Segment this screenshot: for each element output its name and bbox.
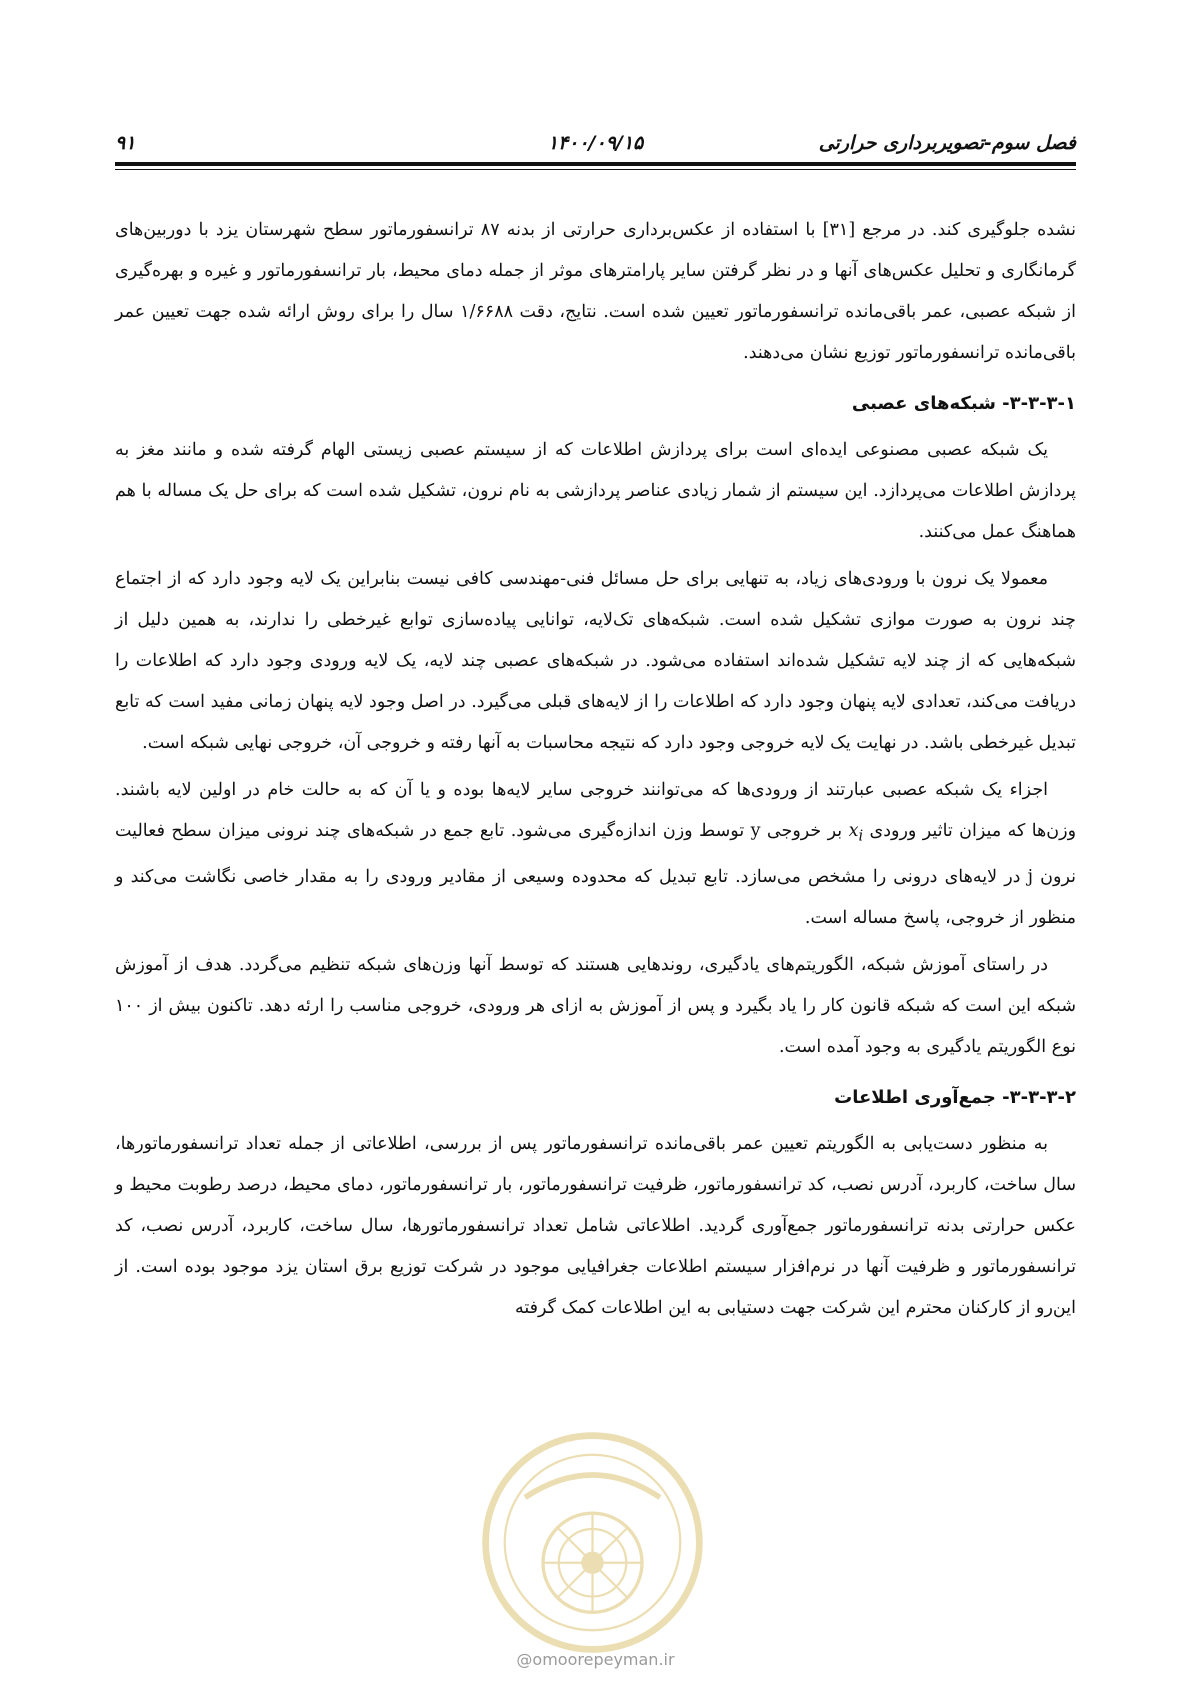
math-input-xi (848, 821, 864, 845)
header-rule-thick (115, 162, 1076, 166)
paragraph-data-collection: به منظور دست‌یابی به الگوریتم تعیین عمر باقی‌مانده ترانسفورماتور پس از بررسی، اطلاعاتی از جمله تعداد ترانسفورماتورها، سال ساخت، کاربرد، آدرس نصب، کد ترانسفورماتور، ظرفیت ترانسفورماتور، بار ترانسفورماتور، دمای محیط، درصد رطوبت محیط و عکس حرارتی بدنه ترانسفورماتور جمع‌آوری گردید. اطلاعاتی شامل تعداد ترانسفورماتورها، سال ساخت، کاربرد، آدرس نصب، کد ترانسفورماتور و ظرفیت آنها در نرم‌افزار سیستم اطلاعات جغرافیایی موجود در شرکت توزیع برق استان یزد موجود بوده است. از این‌رو از کارکنان محترم این شرکت جهت دستیابی به این اطلاعات کمک گرفته (115, 1133, 1076, 1318)
section-heading-neural-networks: ۳-۳-۳-۱- شبکه‌های عصبی (851, 393, 1076, 414)
paragraph-components-part1: اجزاء یک شبکه عصبی عبارتند از ورودی‌ها که می‌توانند خروجی سایر لایه‌ها بوده و یا آن که به حالت خام در اولین لایه باشند. وزن‌ها که میزان تاثیر ورودی (115, 780, 1077, 841)
math-subscript-i: i (858, 827, 864, 845)
page-number: ۹۱ (115, 132, 136, 154)
math-x: x (848, 821, 859, 841)
page-body (115, 210, 1076, 1335)
paragraph-ann-definition: یک شبکه عصبی مصنوعی ایده‌ای است برای پردازش اطلاعات که از سیستم عصبی زیستی الهام گرفته شده و مانند مغز به پردازش اطلاعات می‌پردازد. این سیستم از شمار زیادی عناصر پردازشی به نام نرون، تشکیل شده است که برای حل یک مساله با هم هماهنگ عمل می‌کنند. (115, 440, 1076, 542)
chapter-title: فصل سوم-تصویربرداری حرارتی (818, 132, 1076, 154)
header-rule-thin (115, 169, 1076, 170)
section-heading-data-collection: ۳-۳-۳-۲- جمع‌آوری اطلاعات (834, 1086, 1076, 1108)
paragraph-layers: معمولا یک نرون با ورودی‌های زیاد، به تنهایی برای حل مسائل فنی-مهندسی کافی نیست بنابراین یک لایه وجود دارد که از اجتماع چند نرون به صورت موازی تشکیل شده است. شبکه‌های تک‌لایه، توانایی پیاده‌سازی توابع غیرخطی را ندارند، به همین دلیل از شبکه‌هایی که از چند لایه تشکیل شده‌اند استفاده می‌شود. در شبکه‌های عصبی چند لایه، یک لایه ورودی وجود دارد که اطلاعات را دریافت می‌کند، تعدادی لایه پنهان وجود دارد که اطلاعات را از لایه‌های قبلی می‌گیرد. در اصل وجود لایه پنهان زمانی مفید است که تابع تبدیل غیرخطی باشد. در نهایت یک لایه خروجی وجود دارد که نتیجه محاسبات به آنها رفته و خروجی آن، خروجی نهایی شبکه است. (115, 569, 1076, 753)
paragraph-learning-algorithms: در راستای آموزش شبکه، الگوریتم‌های یادگیری، روندهایی هستند که توسط آنها وزن‌های شبکه تنظیم می‌گردد. هدف از آموزش شبکه این است که شبکه قانون کار را یاد بگیرد و پس از آموزش به ازای هر ورودی، خروجی مناسب را ارئه دهد. تاکنون بیش از ۱۰۰ نوع الگوریتم یادگیری به وجود آمده است. (115, 954, 1076, 1057)
paragraph-continuation: نشده جلوگیری کند. در مرجع [۳۱] با استفاده از عکس‌برداری حرارتی از بدنه ۸۷ ترانسفورماتور سطح شهرستان یزد با دوربین‌های گرمانگاری و تحلیل عکس‌های آنها و در نظر گرفتن سایر پارامترهای موثر از جمله دمای محیط، بار ترانسفورماتور و غیره و بهره‌گیری از شبکه عصبی، عمر باقی‌مانده ترانسفورماتور تعیین شده است. نتایج، دقت ۱/۶۶۸۸ سال را برای روش ارائه شده جهت تعیین عمر باقی‌مانده ترانسفورماتور توزیع نشان می‌دهند. (115, 220, 1076, 363)
running-header (115, 122, 1076, 162)
publisher-seal-watermark (480, 1430, 705, 1655)
website-watermark: @omoorepeyman.ir (516, 1650, 675, 1669)
paragraph-components (115, 770, 1076, 939)
header-date: ۱۴۰۰/۰۹/۱۵ (547, 132, 644, 154)
paragraph-components-part2: بر خروجی y توسط وزن اندازه‌گیری می‌شود. تابع جمع در شبکه‌های چند نرونی میزان سطح فعالیت نرون j در لایه‌های درونی را مشخص می‌سازد. تابع تبدیل که محدوده وسیعی از مقادیر ورودی را به مقدار خاصی نگاشت می‌کند و منظور از خروجی، پاسخ مساله است. (115, 821, 1076, 928)
